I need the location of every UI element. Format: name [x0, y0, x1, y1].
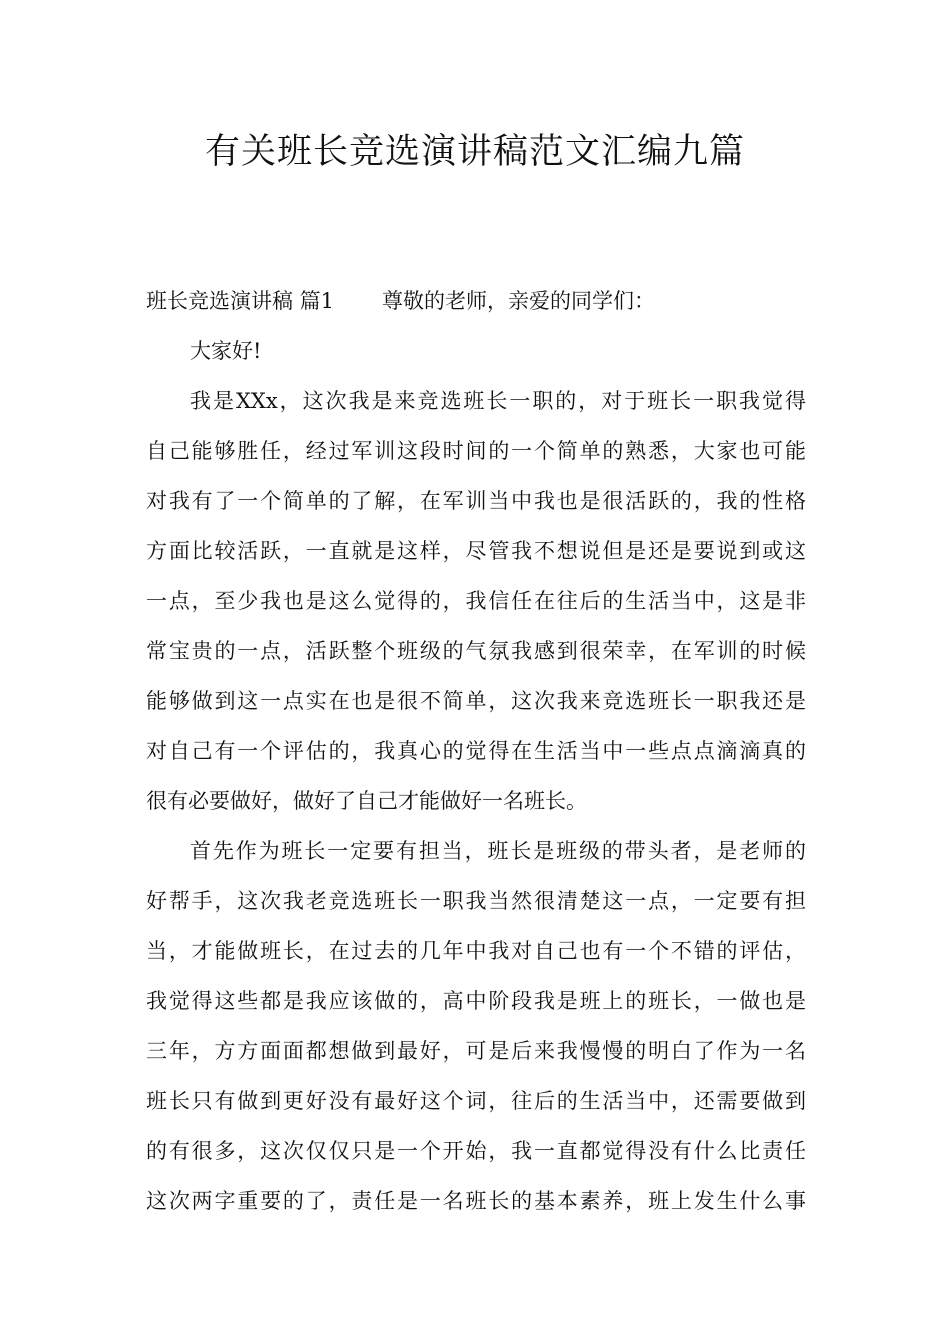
document-title: 有关班长竞选演讲稿范文汇编九篇	[204, 132, 745, 172]
greeting: 大家好!	[190, 339, 262, 363]
paragraph-line: 很有必要做好，做好了自己才能做好一名班长。	[146, 789, 587, 813]
paragraph-line: 班长只有做到更好没有最好这个词，往后的生活当中，还需要做到	[146, 1089, 806, 1113]
paragraph-line: 我是XXx，这次我是来竞选班长一职的，对于班长一职我觉得	[190, 389, 806, 413]
paragraph-line: 能够做到这一点实在也是很不简单，这次我来竞选班长一职我还是	[146, 689, 806, 713]
paragraph-line: 这次两字重要的了，责任是一名班长的基本素养，班上发生什么事	[146, 1189, 806, 1213]
paragraph-1	[146, 376, 806, 826]
paragraph-line: 好帮手，这次我老竞选班长一职我当然很清楚这一点，一定要有担	[146, 889, 806, 913]
document-body	[146, 276, 806, 1226]
paragraph-line: 当，才能做班长，在过去的几年中我对自己也有一个不错的评估，	[146, 939, 806, 963]
section-heading-line	[146, 276, 806, 326]
salutation: 尊敬的老师，亲爱的同学们：	[382, 289, 656, 313]
paragraph-line: 一点，至少我也是这么觉得的，我信任在往后的生活当中，这是非	[146, 589, 806, 613]
paragraph-line: 我觉得这些都是我应该做的，高中阶段我是班上的班长，一做也是	[146, 989, 806, 1013]
paragraph-line: 的有很多，这次仅仅只是一个开始，我一直都觉得没有什么比责任	[146, 1139, 806, 1163]
paragraph-line: 自己能够胜任，经过军训这段时间的一个简单的熟悉，大家也可能	[146, 439, 806, 463]
paragraph-line: 常宝贵的一点，活跃整个班级的气氛我感到很荣幸，在军训的时候	[146, 639, 806, 663]
paragraph-line: 首先作为班长一定要有担当，班长是班级的带头者，是老师的	[190, 839, 806, 863]
section-heading: 班长竞选演讲稿 篇1	[146, 289, 335, 313]
paragraph-line: 对自己有一个评估的，我真心的觉得在生活当中一些点点滴滴真的	[146, 739, 806, 763]
paragraph-line: 三年，方方面面都想做到最好，可是后来我慢慢的明白了作为一名	[146, 1039, 806, 1063]
paragraph-line: 对我有了一个简单的了解，在军训当中我也是很活跃的，我的性格	[146, 489, 806, 513]
paragraph-line: 方面比较活跃，一直就是这样，尽管我不想说但是还是要说到或这	[146, 539, 806, 563]
paragraph-2	[146, 826, 806, 1226]
